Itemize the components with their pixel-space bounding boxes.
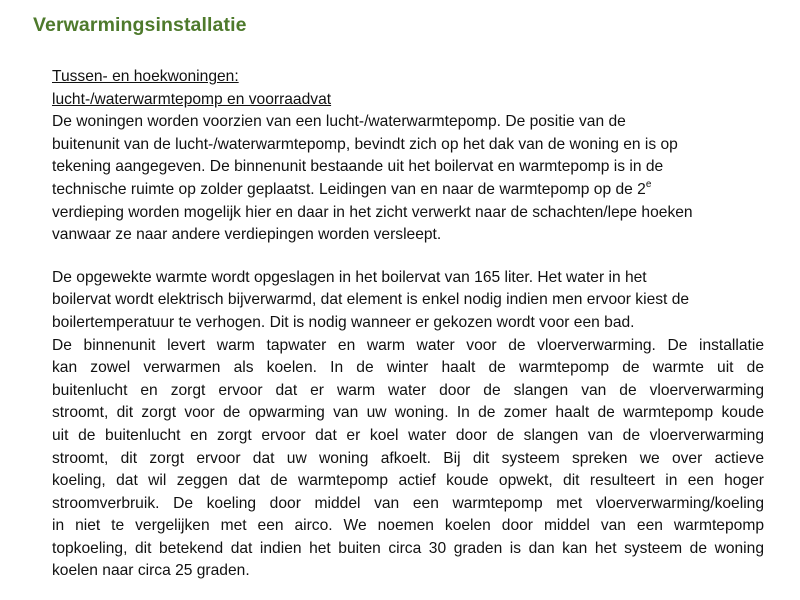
text-line: stroomt, dit zorgt voor de opwarming van uw woning. In de zomer haalt de warmtepomp koude bbox=[52, 404, 764, 422]
text-line: De woningen worden voorzien van een lucht-/waterwarmtepomp. De positie van de bbox=[52, 113, 626, 131]
section-heading-system-type: lucht-/waterwarmtepomp en voorraadvat bbox=[52, 90, 332, 108]
document-title: Verwarmingsinstallatie bbox=[33, 14, 247, 36]
text-line: stroomverbruik. De koeling door middel van een warmtepomp met vloerverwarming/koeling bbox=[52, 494, 764, 512]
text-line: tekening aangegeven. De binnenunit bestaande uit het boilervat en warmtepomp is in de bbox=[52, 158, 664, 176]
paragraph-intro bbox=[52, 111, 764, 247]
text-line: De opgewekte warmte wordt opgeslagen in het boilervat van 165 liter. Het water in het bbox=[52, 268, 647, 286]
text-line: in niet te vergelijken met een airco. We noemen koelen door middel van een warmtepomp bbox=[52, 517, 764, 535]
text-line: koeling, dat wil zeggen dat de warmtepomp actief koude opwekt, dit resulteert in een hoger bbox=[52, 472, 764, 490]
text-line: koelen naar circa 25 graden. bbox=[52, 562, 250, 580]
text-line: topkoeling, dit betekend dat indien het buiten circa 30 graden is dan kan het systeem de woning bbox=[52, 539, 764, 557]
document-body bbox=[52, 66, 764, 583]
text-segment: technische ruimte op zolder geplaatst. Leidingen van en naar de warmtepomp op de 2 bbox=[52, 180, 646, 198]
ordinal-superscript: e bbox=[645, 178, 652, 190]
text-line: buitenlucht en zorgt ervoor dat er warm water door de slangen van de vloerverwarming bbox=[52, 381, 764, 399]
text-line: kan zowel verwarmen als koelen. In de winter haalt de warmtepomp de warmte uit de bbox=[52, 359, 764, 377]
paragraph-heating-cooling bbox=[52, 335, 764, 584]
paragraph-gap bbox=[52, 247, 764, 267]
text-line: boilervat wordt elektrisch bijverwarmd, dat element is enkel nodig indien men ervoor kiest de bbox=[52, 291, 690, 309]
text-line: buitenunit van de lucht-/waterwarmtepomp, bevindt zich op het dak van de woning en is op bbox=[52, 135, 678, 153]
section-heading-housing-type: Tussen- en hoekwoningen: bbox=[52, 68, 239, 85]
text-line: stroomt, dit zorgt ervoor dat uw woning afkoelt. Bij dit systeem spreken we over actieve bbox=[52, 449, 764, 467]
text-line: boilertemperatuur te verhogen. Dit is nodig wanneer er gekozen wordt voor een bad. bbox=[52, 313, 635, 331]
text-line: De binnenunit levert warm tapwater en warm water voor de vloerverwarming. De installatie bbox=[52, 336, 764, 354]
text-line: uit de buitenlucht en zorgt ervoor dat er koel water door de slangen van de vloerverwarming bbox=[52, 426, 764, 444]
paragraph-boiler bbox=[52, 267, 764, 335]
text-line: vanwaar ze naar andere verdiepingen worden versleept. bbox=[52, 226, 442, 244]
text-line bbox=[52, 179, 764, 202]
text-line: verdieping worden mogelijk hier en daar in het zicht verwerkt naar de schachten/lepe hoeken bbox=[52, 203, 693, 221]
